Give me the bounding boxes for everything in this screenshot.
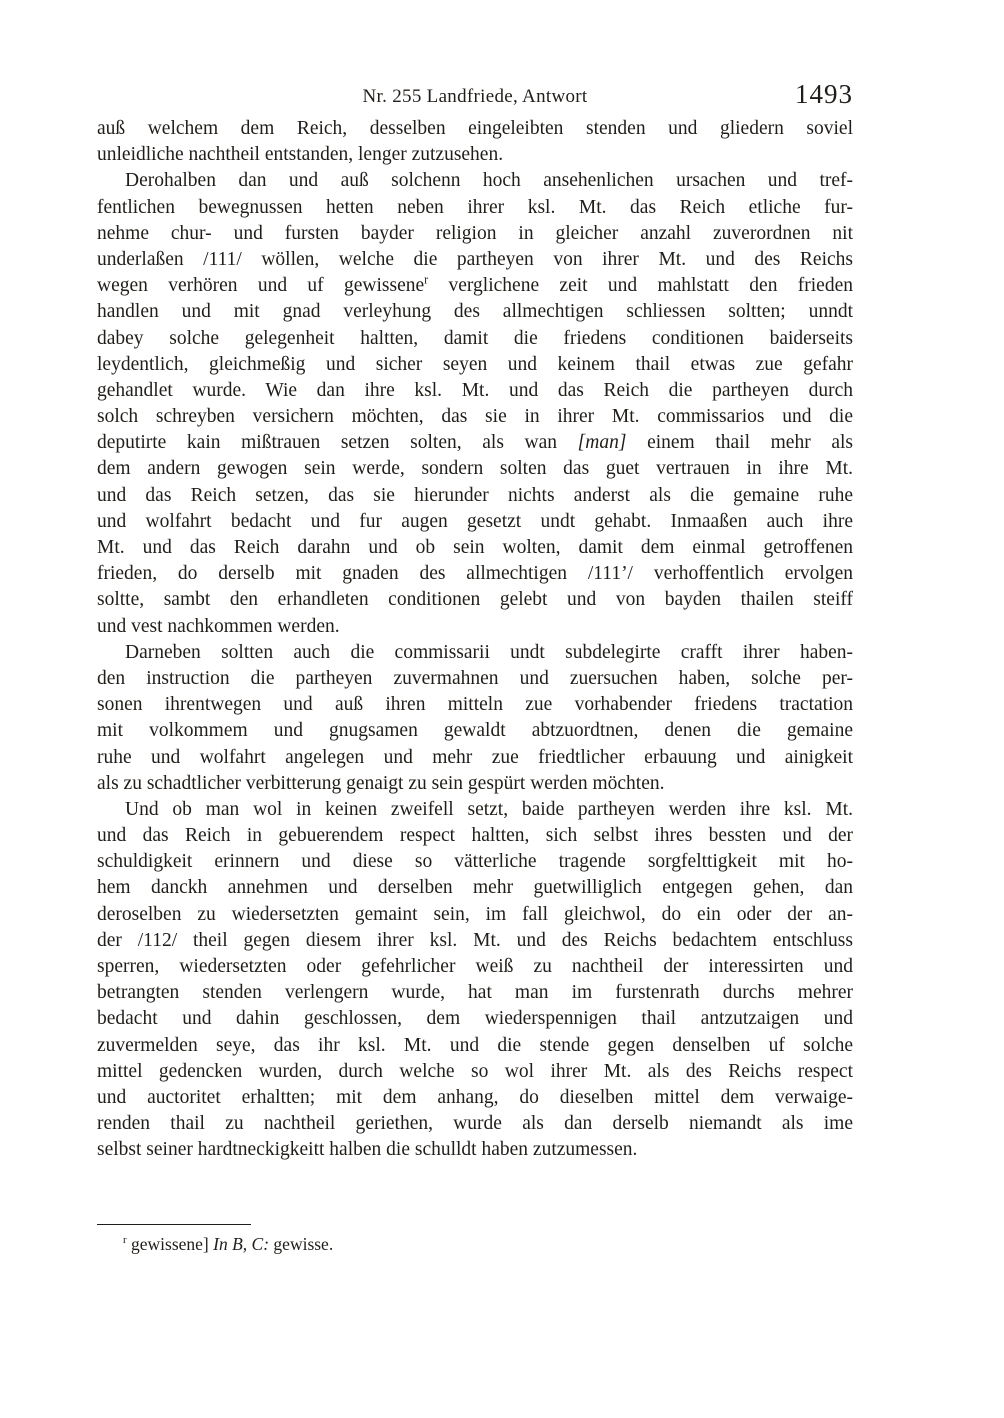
text-line: dem andern gewogen sein werde, sondern solten das guet vertrauen in ihre Mt. (97, 458, 853, 480)
text-line: Darneben soltten auch die commissarii undt subdelegirte crafft ihrer haben- (125, 641, 853, 663)
text-line: underlaßen /111/ wöllen, welche die partheyen von ihrer Mt. und des Reichs (97, 248, 853, 270)
text-line: der /112/ theil gegen diesem ihrer ksl. Mt. und des Reichs bedachtem entschluss (97, 929, 853, 951)
footnote-text: $^r$ gewissene] In B, C: gewisse. (123, 1234, 334, 1254)
body-text (97, 116, 853, 1164)
text-line: den instruction die partheyen zuvermahnen und zuersuchen haben, solche per- (97, 667, 853, 689)
text-line: gehandlet wurde. Wie dan ihre ksl. Mt. und das Reich die partheyen durch (97, 379, 853, 401)
text-line: nehme chur- und fursten bayder religion in gleicher anzahl zuverordnen nit (97, 222, 853, 244)
text-line: solch schreyben versichern möchten, das sie in ihrer Mt. commissarios und die (97, 406, 853, 428)
footnote-marker: r (123, 1234, 127, 1247)
text-line: sperren, wiedersetzten oder gefehrlicher weiß zu nachtheil der interessirten und (97, 956, 853, 977)
text-line: als zu schadtlicher verbitterung genaigt zu sein gespürt werden möchten. (97, 772, 665, 794)
text-line: mit volkommem und gnugsamen gewaldt abtzuordtnen, denen die gemaine (97, 720, 853, 742)
text-line: deroselben zu wiedersetzten gemaint sein, im fall gleichwol, do ein oder der an- (97, 903, 853, 925)
text-line: Mt. und das Reich darahn und ob sein wolten, damit dem einmal getroffenen (97, 537, 853, 558)
text-line: Derohalben dan und auß solchenn hoch ansehenlichen ursachen und tref- (125, 170, 853, 192)
text-line: wegen verhören und uf gewissene$^r$ verglichene zeit und mahlstatt den frieden (97, 272, 853, 297)
text-line: und vest nachkommen werden. (97, 615, 340, 637)
footnote-marker: r (424, 272, 429, 287)
text-line: auß welchem dem Reich, desselben eingeleibten stenden und gliedern soviel (97, 118, 853, 139)
text-line: mittel gedencken wurden, durch welche so wol ihrer Mt. als des Reichs respect (97, 1060, 853, 1082)
text-line: schuldigkeit erinnern und diese so vätterliche tragende sorgfelttigkeit mit ho- (97, 851, 853, 873)
text-line: fentlichen bewegnussen hetten neben ihrer ksl. Mt. das Reich etliche fur- (97, 196, 853, 218)
text-line: Und ob man wol in keinen zweifell setzt, baide partheyen werden ihre ksl. Mt. (125, 798, 853, 820)
text-line: zuvermelden seye, das ihr ksl. Mt. und die stende gegen denselben uf solche (97, 1034, 853, 1056)
text-line: renden thail zu nachtheil geriethen, wurde als dan derselb niemandt als ime (97, 1113, 853, 1135)
text-line: dabey solche gelegenheit haltten, damit die friedens conditionen baiderseits (97, 327, 853, 349)
text-line: leydentlich, gleichmeßig und sicher seyen und keinem thail etwas zue gefahr (97, 353, 853, 375)
text-line: frieden, do derselb mit gnaden des allmechtigen /111’/ verhoffentlich ervolgen (97, 563, 853, 585)
text-line: und das Reich in gebuerendem respect haltten, sich selbst ihres bessten und der (97, 825, 853, 847)
text-line: betrangten stenden verlengern wurde, hat man im furstenrath durchs mehrer (97, 982, 853, 1004)
text-line: soltte, sambt den erhandleten conditionen gelebt und von bayden thailen steiff (97, 589, 853, 611)
text-line: hem danckh annehmen und derselben mehr guetwilliglich entgegen gehen, dan (97, 877, 853, 899)
text-line: deputirte kain mißtrauen setzen solten, als wan [man] einem thail mehr als (97, 432, 853, 454)
text-line: und auctoritet erhaltten; mit dem anhang, do dieselben mittel dem verwaige- (97, 1086, 853, 1108)
text-line: und wolfahrt bedacht und fur augen gesetzt undt gehabt. Inmaaßen auch ihre (97, 510, 853, 532)
running-head: Nr. 255 Landfriede, Antwort (362, 86, 588, 107)
text-line: selbst seiner hardtneckigkeitt halben die schulldt haben zutzumessen. (97, 1139, 638, 1161)
text-line: bedacht und dahin geschlossen, dem wiederspennigen thail antzutzaigen und (97, 1008, 853, 1030)
text-line: sonen ihrentwegen und auß ihren mitteln zue vorhabender friedens tractation (97, 694, 853, 716)
text-line: unleidliche nachtheil entstanden, lenger zutzusehen. (97, 144, 504, 166)
footnote-rule (97, 1224, 251, 1225)
text-line: ruhe und wolfahrt angelegen und mehr zue friedtlicher erbauung und ainigkeit (97, 746, 853, 768)
text-line: und das Reich setzen, das sie hierunder nichts anderst als die gemaine ruhe (97, 484, 853, 506)
page-header (97, 79, 853, 114)
text-line: handlen und mit gnad verleyhung des allmechtigen schliessen soltten; unndt (97, 301, 853, 323)
page-number: 1493 (795, 79, 853, 109)
